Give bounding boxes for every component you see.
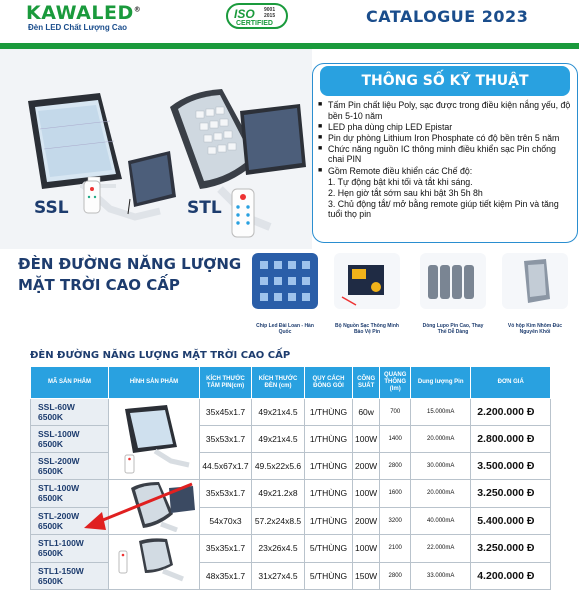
ssl-remote-image xyxy=(84,181,100,213)
power-cell: 200W xyxy=(353,453,380,480)
panel-size-cell: 35x45x1.7 xyxy=(200,399,252,426)
arrow-head-icon xyxy=(84,512,106,530)
panel-size-cell: 35x53x1.7 xyxy=(200,426,252,453)
led-chip-image xyxy=(252,253,318,309)
iso-certified-badge xyxy=(226,3,288,29)
power-cell: 100W xyxy=(353,535,380,563)
iso-sub-text: CERTIFIED xyxy=(236,20,273,27)
battery-cell: 22.000mA xyxy=(411,535,471,563)
price-cell: 2.200.000 Đ xyxy=(471,399,551,426)
component-label: Bộ Nguồn Sạc Thông Minh Bảo Vệ Pin xyxy=(335,323,399,335)
catalogue-title: CATALOGUE 2023 xyxy=(366,7,529,26)
brand-name: KAWALED xyxy=(26,2,134,24)
spec-item: ■ Gồm Remote điều khiển các Chế độ: xyxy=(318,166,574,177)
product-main-title-line2: MẶT TRỜI CAO CẤP xyxy=(18,276,180,294)
power-cell: 150W xyxy=(353,562,380,590)
ssl-table-lamp-icon xyxy=(111,399,197,477)
packaging-cell: 5/THÙNG xyxy=(305,535,353,563)
power-cell: 100W xyxy=(353,426,380,453)
spec-item: ■ Chức năng nguồn IC thông minh điều khiển sạc Pin chống chai PIN xyxy=(318,144,574,165)
stl-remote-image xyxy=(232,189,254,237)
battery-cell: 33.000mA xyxy=(411,562,471,590)
hero-product-illustration xyxy=(0,49,312,249)
lumen-cell: 2800 xyxy=(380,562,411,590)
light-size-cell: 49.5x22x5.6 xyxy=(252,453,305,480)
color-temp: 6500K xyxy=(38,439,64,449)
light-size-cell: 57.2x24x8.5 xyxy=(252,507,305,535)
panel-size-cell: 44.5x67x1.7 xyxy=(200,453,252,480)
battery-cell: 40.000mA xyxy=(411,507,471,535)
price-cell: 4.200.000 Đ xyxy=(471,562,551,590)
product-code-cell xyxy=(31,562,109,590)
battery-cell: 30.000mA xyxy=(411,453,471,480)
product-code: STL-200W xyxy=(38,510,80,521)
component-label: Chip Led Đài Loan - Hàn Quốc xyxy=(256,323,314,335)
spec-item: ■ Pin dự phòng Lithium Iron Phosphate có độ bền trên 5 năm xyxy=(318,133,574,144)
brand-tagline: Đèn LED Chất Lượng Cao xyxy=(28,23,128,32)
ssl-label: SSL xyxy=(34,198,69,218)
table-row xyxy=(31,399,551,426)
red-arrow-annotation xyxy=(70,478,200,548)
packaging-cell: 1/THÙNG xyxy=(305,480,353,508)
color-temp: 6500K xyxy=(38,520,64,531)
panel-size-cell: 54x70x3 xyxy=(200,507,252,535)
product-code-cell xyxy=(31,426,109,453)
spec-mode-item: 1. Tự động bật khi tối và tắt khi sáng. xyxy=(328,176,473,187)
price-cell: 3.250.000 Đ xyxy=(471,480,551,508)
product-main-title xyxy=(18,254,241,296)
panel-size-cell: 48x35x1.7 xyxy=(200,562,252,590)
light-size-cell: 49x21.2x8 xyxy=(252,480,305,508)
spec-mode-item: 2. Hẹn giờ tắt sớm sau khi bật 3h 5h 8h xyxy=(328,187,483,198)
aluminum-housing-image xyxy=(502,253,568,309)
header-light-size: KÍCH THƯỚC ĐÈN (cm) xyxy=(252,367,305,399)
color-temp: 6500K xyxy=(38,466,64,476)
light-size-cell: 49x21x4.5 xyxy=(252,399,305,426)
lumen-cell: 700 xyxy=(380,399,411,426)
power-cell: 100W xyxy=(353,480,380,508)
spec-mode-item: 3. Chủ động tắt/ mở bằng remote giúp tiết kiệm Pin và tăng tuổi thọ pin xyxy=(328,198,559,220)
color-temp: 6500K xyxy=(38,575,64,586)
product-main-title-line1: ĐÈN ĐƯỜNG NĂNG LƯỢNG xyxy=(18,255,242,273)
stl-label: STL xyxy=(187,198,222,218)
spec-title: THÔNG SỐ KỸ THUẬT xyxy=(320,66,570,96)
lumen-cell: 2100 xyxy=(380,535,411,563)
price-cell: 5.400.000 Đ xyxy=(471,507,551,535)
component-label: Vỏ hộp Kim Nhôm Đúc Nguyên Khối xyxy=(507,323,563,335)
spec-item: ■ LED pha dùng chip LED Epistar xyxy=(318,122,574,133)
packaging-cell: 1/THÙNG xyxy=(305,453,353,480)
spec-item: ■ Tấm Pin chất liệu Poly, sạc được trong điều kiện nắng yếu, độ bền 5-10 năm xyxy=(318,100,574,121)
price-cell: 3.250.000 Đ xyxy=(471,535,551,563)
panel-size-cell: 35x35x1.7 xyxy=(200,535,252,563)
lumen-cell: 3200 xyxy=(380,507,411,535)
light-size-cell: 31x27x4.5 xyxy=(252,562,305,590)
panel-size-cell: 35x53x1.7 xyxy=(200,480,252,508)
table-title: ĐÈN ĐƯỜNG NĂNG LƯỢNG MẶT TRỜI CAO CẤP xyxy=(30,350,291,361)
lumen-cell: 1400 xyxy=(380,426,411,453)
ssl-table-image xyxy=(109,399,200,480)
brand-logo xyxy=(26,2,141,24)
header-panel-size: KÍCH THƯỚC TẤM PIN(cm) xyxy=(200,367,252,399)
registered-mark: ® xyxy=(133,5,142,14)
packaging-cell: 1/THÙNG xyxy=(305,426,353,453)
battery-cell: 20.000mA xyxy=(411,426,471,453)
price-cell: 3.500.000 Đ xyxy=(471,453,551,480)
product-code: SSL-100W xyxy=(38,429,80,439)
header-product-image: HÌNH SẢN PHẨM xyxy=(109,367,200,399)
iso-main-text: ISO xyxy=(234,7,255,21)
packaging-cell: 5/THÙNG xyxy=(305,562,353,590)
product-code: STL1-150W xyxy=(38,565,84,576)
catalogue-header xyxy=(0,0,579,30)
product-code: SSL-200W xyxy=(38,456,80,466)
battery-cell: 15.000mA xyxy=(411,399,471,426)
component-label: Dòng Lupo Pin Cao, Thay Thế Dễ Dàng xyxy=(422,323,484,335)
color-temp: 6500K xyxy=(38,548,64,559)
header-battery: Dung lượng Pin xyxy=(411,367,471,399)
power-cell: 200W xyxy=(353,507,380,535)
charging-board-image xyxy=(334,253,400,309)
color-temp: 6500K xyxy=(38,412,64,422)
header-product-code: MÃ SẢN PHẨM xyxy=(31,367,109,399)
header-packaging: QUY CÁCH ĐÓNG GÓI xyxy=(305,367,353,399)
light-size-cell: 49x21x4.5 xyxy=(252,426,305,453)
battery-pack-image xyxy=(420,253,486,309)
packaging-cell: 1/THÙNG xyxy=(305,399,353,426)
product-code: STL-100W xyxy=(38,483,80,494)
power-cell: 60w xyxy=(353,399,380,426)
product-code-cell xyxy=(31,453,109,480)
battery-cell: 20.000mA xyxy=(411,480,471,508)
product-code: SSL-60W xyxy=(38,402,75,412)
lumen-cell: 1600 xyxy=(380,480,411,508)
header-power: CÔNG SUẤT xyxy=(353,367,380,399)
product-code: STL1-100W xyxy=(38,538,84,549)
product-code-cell xyxy=(31,399,109,426)
light-size-cell: 23x26x4.5 xyxy=(252,535,305,563)
lumen-cell: 2800 xyxy=(380,453,411,480)
iso-standard-text: 9001 2015 xyxy=(264,7,276,19)
price-cell: 2.800.000 Đ xyxy=(471,426,551,453)
spec-list xyxy=(318,100,574,221)
packaging-cell: 1/THÙNG xyxy=(305,507,353,535)
header-lumen: QUANG THÔNG (lm) xyxy=(380,367,411,399)
table-header-row xyxy=(31,367,551,399)
color-temp: 6500K xyxy=(38,493,64,504)
header-price: ĐƠN GIÁ xyxy=(471,367,551,399)
